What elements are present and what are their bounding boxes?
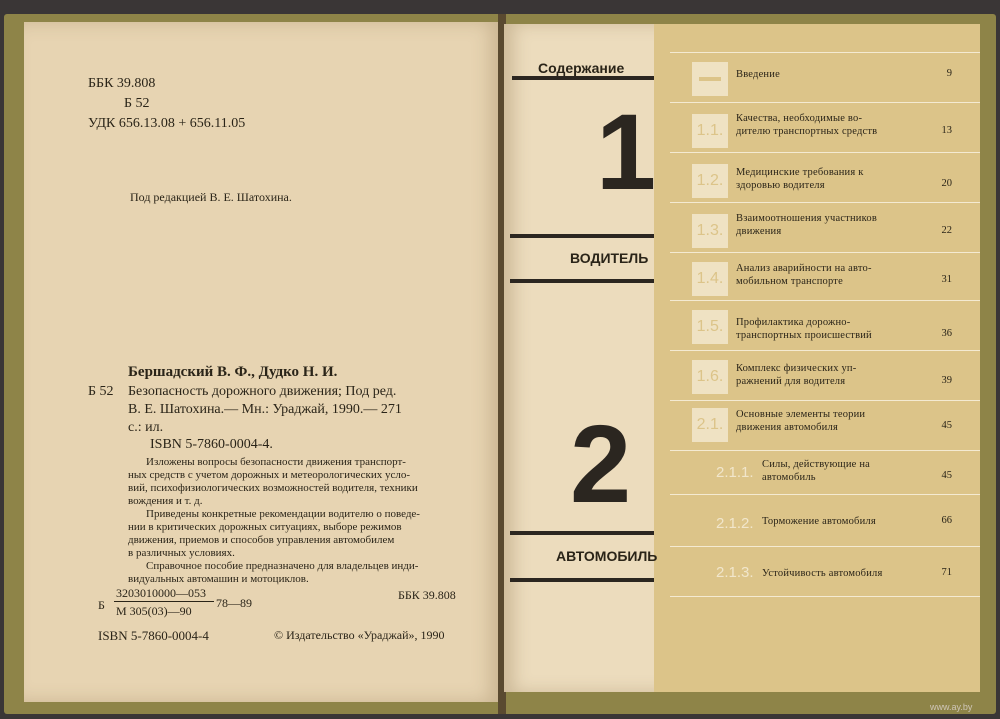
bib-line-2: В. Е. Шатохина.— Мн.: Ураджай, 1990.— 271 (128, 402, 402, 417)
toc-title-line: автомобиль (762, 472, 816, 483)
formula-bottom: М 305(03)—90 (116, 604, 192, 618)
toc-page: 45 (941, 420, 952, 431)
toc-title[interactable] (762, 458, 870, 484)
toc-divider (670, 102, 980, 103)
toc-divider (670, 450, 980, 451)
abstract-line: Справочное пособие предназначено для владельцев инди- (146, 560, 419, 572)
toc-title-line: Силы, действующие на (762, 459, 871, 470)
toc-number-box: 1.2. (692, 164, 728, 198)
authors: Бершадский В. Ф., Дудко Н. И. (128, 364, 338, 380)
toc-number-box: 1.6. (692, 360, 728, 394)
toc-subnumber: 2.1.2. (716, 515, 754, 532)
part1-number: 1 (596, 91, 657, 212)
toc-title-line: Основные элементы теории (736, 409, 866, 420)
toc-page: 36 (941, 328, 952, 339)
toc-divider (670, 596, 980, 597)
toc-title[interactable] (762, 515, 876, 528)
abstract-line: вий, психофизиологических возможностей водителя, техники (128, 482, 418, 494)
toc-title-line: дителю транспортных средств (736, 126, 878, 137)
toc-title[interactable] (736, 68, 780, 81)
toc-title-line: Качества, необходимые во- (736, 113, 863, 124)
toc-divider (670, 494, 980, 495)
toc-title-line: транспортных происшествий (736, 330, 872, 341)
part1-rule-bottom (510, 279, 654, 283)
abstract-line: в различных условиях. (128, 547, 235, 559)
toc-subnumber: 2.1.3. (716, 564, 754, 581)
toc-title-line: Комплекс физических уп- (736, 363, 857, 374)
toc-number-box (692, 62, 728, 96)
abstract (128, 456, 468, 586)
toc-page: 9 (946, 68, 952, 79)
formula-right: 78—89 (216, 596, 252, 610)
abstract-line: движения, приемов и способов управления автомобилем (128, 534, 395, 546)
toc-title-line: движения (736, 226, 782, 237)
toc-title-line: Торможение автомобиля (762, 516, 876, 527)
toc-page: 20 (941, 178, 952, 189)
abstract-line: вождения и т. д. (128, 495, 203, 507)
toc-title[interactable] (736, 212, 877, 238)
formula-bar (114, 601, 214, 602)
part2-rule-bottom (510, 578, 654, 582)
toc-page: 71 (941, 567, 952, 578)
toc-divider (670, 546, 980, 547)
bbk-bottom: ББК 39.808 (398, 588, 456, 602)
toc-title-line: мобильном транспорте (736, 276, 843, 287)
part1-label: ВОДИТЕЛЬ (570, 250, 649, 266)
toc-page: 31 (941, 274, 952, 285)
formula-top: 3203010000—053 (116, 586, 206, 600)
contents-title: Содержание (538, 60, 625, 76)
isbn-inline: ISBN 5-7860-0004-4. (150, 437, 273, 452)
toc-divider (670, 152, 980, 153)
toc-title-line: Устойчивость автомобиля (762, 568, 883, 579)
toc-title-line: Анализ аварийности на авто- (736, 263, 872, 274)
abstract-line: Изложены вопросы безопасности движения транспорт- (146, 456, 406, 468)
toc-title[interactable] (736, 362, 856, 388)
formula-b: Б (98, 598, 105, 612)
abstract-line: нии в критических дорожных ситуациях, выборе режимов (128, 521, 402, 533)
abstract-line: видуальных автомашин и мотоциклов. (128, 573, 309, 585)
toc-title-line: здоровью водителя (736, 180, 825, 191)
toc-title-line: движения автомобиля (736, 422, 838, 433)
toc-title[interactable] (736, 408, 865, 434)
dash-mark (699, 77, 721, 81)
toc-divider (670, 252, 980, 253)
toc-number-box: 1.1. (692, 114, 728, 148)
isbn-bottom: ISBN 5-7860-0004-4 (98, 628, 209, 643)
toc-title[interactable] (736, 166, 864, 192)
part2-number: 2 (570, 403, 632, 526)
abstract-line: Приведены конкретные рекомендации водителю о поведе- (146, 508, 420, 520)
editor-line: Под редакцией В. Е. Шатохина. (130, 190, 292, 204)
toc-title-line: Введение (736, 69, 780, 80)
toc-page: 45 (941, 470, 952, 481)
toc-title-line: Медицинские требования к (736, 167, 864, 178)
bib-line-1: Безопасность дорожного движения; Под ред. (128, 384, 397, 399)
contents-rule (512, 76, 654, 80)
toc-number-box: 1.4. (692, 262, 728, 296)
b52-code: Б 52 (124, 96, 150, 111)
part1-rule-top (510, 234, 654, 238)
watermark: www.ay.by (930, 702, 973, 712)
toc-number-box: 1.3. (692, 214, 728, 248)
toc-divider (670, 202, 980, 203)
toc-number-box: 2.1. (692, 408, 728, 442)
toc-divider (670, 52, 980, 53)
toc-page: 13 (941, 125, 952, 136)
bbk-code: ББК 39.808 (88, 76, 156, 91)
toc-title-line: ражнений для водителя (736, 376, 846, 387)
udk-code: УДК 656.13.08 + 656.11.05 (88, 116, 246, 131)
toc-number-box: 1.5. (692, 310, 728, 344)
part2-rule-top (510, 531, 654, 535)
toc-page: 66 (941, 515, 952, 526)
right-page (504, 24, 980, 692)
toc-title-line: Взаимоотношения участников (736, 213, 877, 224)
toc-title[interactable] (762, 567, 883, 580)
b52-label: Б 52 (88, 384, 114, 399)
toc-title[interactable] (736, 262, 872, 288)
toc-page: 39 (941, 375, 952, 386)
toc-title[interactable] (736, 112, 877, 138)
toc-title[interactable] (736, 316, 872, 342)
toc-title-line: Профилактика дорожно- (736, 317, 851, 328)
toc-divider (670, 400, 980, 401)
toc-page: 22 (941, 225, 952, 236)
copyright: © Издательство «Ураджай», 1990 (274, 628, 445, 642)
part2-label: АВТОМОБИЛЬ (556, 548, 658, 564)
toc-divider (670, 350, 980, 351)
toc-divider (670, 300, 980, 301)
toc-subnumber: 2.1.1. (716, 464, 754, 481)
abstract-line: ных средств с учетом дорожных и метеорологических усло- (128, 469, 411, 481)
left-page (24, 22, 502, 702)
bib-line-3: с.: ил. (128, 420, 164, 435)
